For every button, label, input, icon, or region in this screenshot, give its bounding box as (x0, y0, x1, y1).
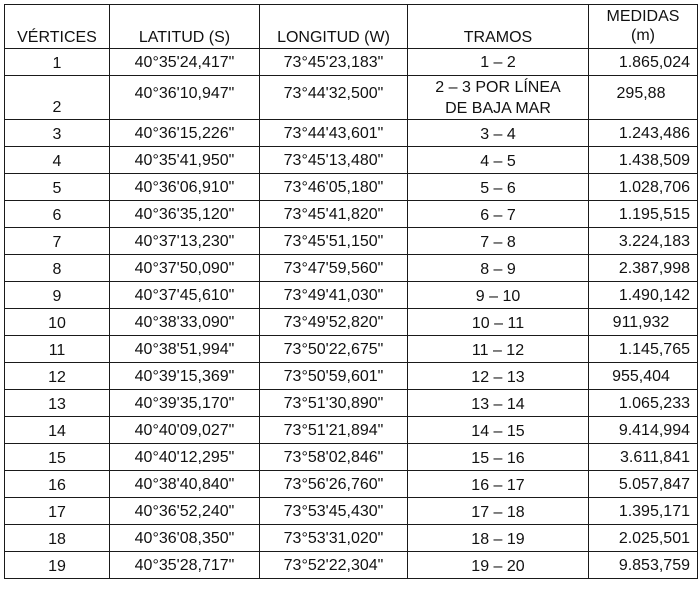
tramo-cell: 12 – 13 (408, 363, 589, 390)
latitud-cell: 40°37'50,090" (110, 255, 260, 282)
tramo-cell: 15 – 16 (408, 444, 589, 471)
header-longitud: LONGITUD (W) (260, 5, 408, 49)
latitud-cell: 40°37'13,230" (110, 228, 260, 255)
longitud-cell: 73°50'59,601" (260, 363, 408, 390)
medida-cell: 1.145,765 (589, 336, 698, 363)
longitud-cell: 73°49'41,030" (260, 282, 408, 309)
table-row (5, 498, 698, 525)
vertice-cell: 6 (5, 201, 110, 228)
table-row (5, 201, 698, 228)
tramo-cell: 5 – 6 (408, 174, 589, 201)
vertice-cell: 3 (5, 120, 110, 147)
longitud-cell: 73°56'26,760" (260, 471, 408, 498)
latitud-cell: 40°35'28,717" (110, 552, 260, 579)
longitud-cell: 73°51'21,894" (260, 417, 408, 444)
coordinates-table (4, 4, 698, 579)
tramo-cell: 14 – 15 (408, 417, 589, 444)
tramo-cell: 9 – 10 (408, 282, 589, 309)
longitud-cell: 73°45'51,150" (260, 228, 408, 255)
vertice-cell: 16 (5, 471, 110, 498)
vertice-cell: 14 (5, 417, 110, 444)
table-row (5, 228, 698, 255)
medida-cell: 9.853,759 (589, 552, 698, 579)
latitud-cell: 40°36'15,226" (110, 120, 260, 147)
table-row (5, 120, 698, 147)
medida-cell: 3.224,183 (589, 228, 698, 255)
latitud-cell: 40°36'08,350" (110, 525, 260, 552)
tramo-cell: 16 – 17 (408, 471, 589, 498)
table-row (5, 417, 698, 444)
latitud-cell: 40°38'33,090" (110, 309, 260, 336)
latitud-cell: 40°36'06,910" (110, 174, 260, 201)
header-medidas-line2: (m) (631, 27, 655, 44)
latitud-cell: 40°36'10,947" (110, 76, 260, 120)
medida-cell: 9.414,994 (589, 417, 698, 444)
latitud-cell: 40°40'12,295" (110, 444, 260, 471)
latitud-cell: 40°36'52,240" (110, 498, 260, 525)
tramo-cell: 13 – 14 (408, 390, 589, 417)
longitud-cell: 73°53'31,020" (260, 525, 408, 552)
tramo-line2: DE BAJA MAR (445, 99, 551, 117)
medida-cell: 1.195,515 (589, 201, 698, 228)
coordinates-table-container (4, 4, 697, 579)
longitud-cell: 73°45'13,480" (260, 147, 408, 174)
tramo-cell: 1 – 2 (408, 49, 589, 76)
vertice-cell: 8 (5, 255, 110, 282)
table-row (5, 255, 698, 282)
vertice-cell: 11 (5, 336, 110, 363)
medida-cell: 295,88 (589, 76, 698, 120)
header-medidas-line1: MEDIDAS (606, 8, 680, 25)
longitud-cell: 73°44'32,500" (260, 76, 408, 120)
table-row (5, 336, 698, 363)
latitud-cell: 40°39'15,369" (110, 363, 260, 390)
longitud-cell: 73°46'05,180" (260, 174, 408, 201)
tramo-cell: 4 – 5 (408, 147, 589, 174)
latitud-cell: 40°36'35,120" (110, 201, 260, 228)
medida-cell: 2.387,998 (589, 255, 698, 282)
tramo-cell: 18 – 19 (408, 525, 589, 552)
tramo-cell (408, 76, 589, 120)
tramo-cell: 17 – 18 (408, 498, 589, 525)
latitud-cell: 40°38'40,840" (110, 471, 260, 498)
medida-cell: 1.438,509 (589, 147, 698, 174)
vertice-cell: 17 (5, 498, 110, 525)
tramo-cell: 7 – 8 (408, 228, 589, 255)
vertice-cell: 13 (5, 390, 110, 417)
longitud-cell: 73°52'22,304" (260, 552, 408, 579)
medida-cell: 3.611,841 (589, 444, 698, 471)
tramo-cell: 8 – 9 (408, 255, 589, 282)
latitud-cell: 40°35'24,417" (110, 49, 260, 76)
header-row (5, 5, 698, 49)
table-row (5, 363, 698, 390)
vertice-cell: 2 (5, 76, 110, 120)
table-row (5, 174, 698, 201)
vertice-cell: 4 (5, 147, 110, 174)
header-tramos: TRAMOS (408, 5, 589, 49)
medida-cell: 1.395,171 (589, 498, 698, 525)
vertice-cell: 19 (5, 552, 110, 579)
medida-cell: 1.028,706 (589, 174, 698, 201)
table-row (5, 471, 698, 498)
longitud-cell: 73°44'43,601" (260, 120, 408, 147)
medida-cell: 1.243,486 (589, 120, 698, 147)
header-vertices: VÉRTICES (5, 5, 110, 49)
latitud-cell: 40°40'09,027" (110, 417, 260, 444)
longitud-cell: 73°47'59,560" (260, 255, 408, 282)
medida-cell: 2.025,501 (589, 525, 698, 552)
medida-cell: 1.865,024 (589, 49, 698, 76)
tramo-cell: 11 – 12 (408, 336, 589, 363)
longitud-cell: 73°45'41,820" (260, 201, 408, 228)
table-row (5, 49, 698, 76)
vertice-cell: 18 (5, 525, 110, 552)
vertice-cell: 5 (5, 174, 110, 201)
tramo-cell: 19 – 20 (408, 552, 589, 579)
table-row (5, 76, 698, 120)
table-row (5, 282, 698, 309)
tramo-cell: 3 – 4 (408, 120, 589, 147)
table-row (5, 444, 698, 471)
table-row (5, 147, 698, 174)
table-row (5, 552, 698, 579)
longitud-cell: 73°45'23,183" (260, 49, 408, 76)
header-latitud: LATITUD (S) (110, 5, 260, 49)
vertice-cell: 15 (5, 444, 110, 471)
longitud-cell: 73°51'30,890" (260, 390, 408, 417)
latitud-cell: 40°35'41,950" (110, 147, 260, 174)
vertice-cell: 12 (5, 363, 110, 390)
vertice-cell: 7 (5, 228, 110, 255)
tramo-cell: 10 – 11 (408, 309, 589, 336)
tramo-line1: 2 – 3 POR LÍNEA (435, 78, 561, 96)
vertice-cell: 9 (5, 282, 110, 309)
longitud-cell: 73°50'22,675" (260, 336, 408, 363)
medida-cell: 5.057,847 (589, 471, 698, 498)
vertice-cell: 1 (5, 49, 110, 76)
medida-cell: 1.490,142 (589, 282, 698, 309)
header-medidas (589, 5, 698, 49)
table-row (5, 525, 698, 552)
latitud-cell: 40°39'35,170" (110, 390, 260, 417)
medida-cell: 955,404 (589, 363, 698, 390)
latitud-cell: 40°37'45,610" (110, 282, 260, 309)
longitud-cell: 73°58'02,846" (260, 444, 408, 471)
longitud-cell: 73°49'52,820" (260, 309, 408, 336)
medida-cell: 1.065,233 (589, 390, 698, 417)
tramo-cell: 6 – 7 (408, 201, 589, 228)
table-row (5, 390, 698, 417)
vertice-cell: 10 (5, 309, 110, 336)
latitud-cell: 40°38'51,994" (110, 336, 260, 363)
table-row (5, 309, 698, 336)
longitud-cell: 73°53'45,430" (260, 498, 408, 525)
medida-cell: 911,932 (589, 309, 698, 336)
